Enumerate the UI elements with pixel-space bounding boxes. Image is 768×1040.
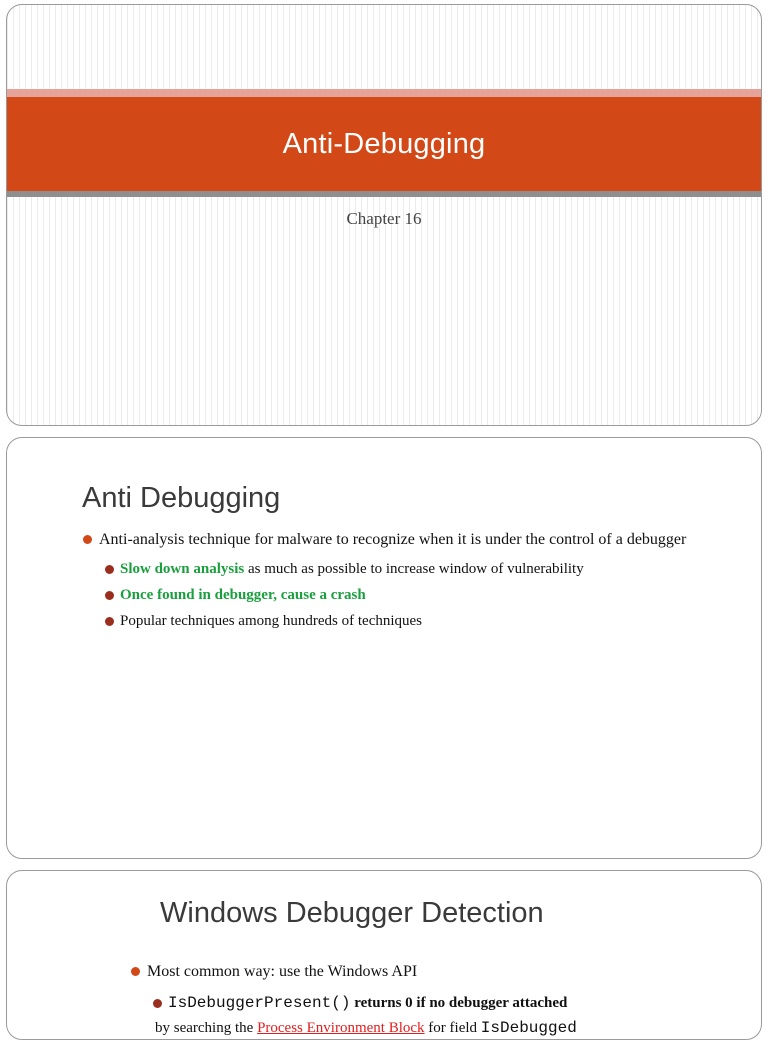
peb-link[interactable]: Process Environment Block xyxy=(257,1020,425,1036)
bullet-text: Anti-analysis technique for malware to recognize when it is under the control of a debugger xyxy=(99,531,687,548)
title-bar xyxy=(7,97,761,191)
bullet-text: as much as possible to increase window of vulnerability xyxy=(244,561,584,577)
list-item xyxy=(83,527,723,552)
slide-heading: Windows Debugger Detection xyxy=(160,897,544,929)
bullet-text: for field xyxy=(424,1020,481,1036)
slide-title: Anti-Debugging xyxy=(282,127,486,160)
anti-debugging-slide xyxy=(6,437,762,859)
bullet-list xyxy=(83,527,723,634)
slide-subtitle: Chapter 16 xyxy=(346,209,422,228)
bullet-text: Most common way: use the Windows API xyxy=(147,963,418,980)
sub-bullet-dot-icon xyxy=(105,591,114,600)
windows-debugger-detection-slide xyxy=(6,870,762,1040)
title-bar-top-stripe xyxy=(7,89,761,97)
code-text: IsDebuggerPresent() xyxy=(168,994,351,1012)
title-bar-bottom-stripe xyxy=(7,191,761,197)
sub-bullet-dot-icon xyxy=(105,617,114,626)
list-item xyxy=(105,608,723,634)
sub-bullet-dot-icon xyxy=(105,565,114,574)
bullet-list xyxy=(131,959,731,1040)
sub-bullet-dot-icon xyxy=(153,999,162,1008)
bullet-text: returns 0 if no debugger attached xyxy=(350,995,568,1011)
highlight-text: Slow down analysis xyxy=(120,561,245,577)
list-item xyxy=(131,959,731,984)
bullet-text: Popular techniques among hundreds of techniques xyxy=(120,613,423,629)
list-item-continuation xyxy=(155,1016,731,1040)
list-item xyxy=(105,582,723,608)
list-item xyxy=(105,556,723,582)
highlight-text: Once found in debugger, cause a crash xyxy=(120,587,366,603)
list-item xyxy=(153,990,731,1016)
slide-heading: Anti Debugging xyxy=(82,482,281,514)
bullet-dot-icon xyxy=(83,535,92,544)
code-text: IsDebugged xyxy=(480,1019,577,1037)
bullet-dot-icon xyxy=(131,967,140,976)
bullet-text: by searching the xyxy=(155,1020,258,1036)
title-slide xyxy=(6,4,762,426)
